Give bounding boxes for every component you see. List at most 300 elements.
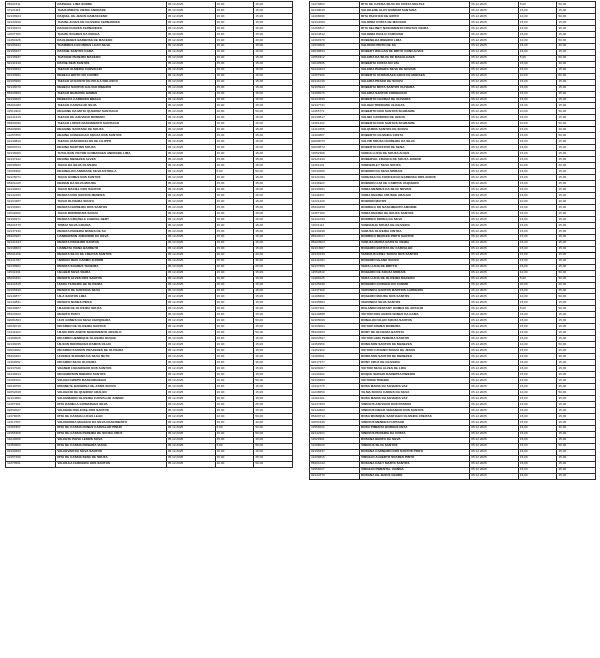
cell-v2: 30,00 — [557, 425, 596, 431]
cell-v1: 15,00 — [518, 473, 557, 479]
cell-v2: 15,00 — [557, 7, 596, 13]
cell-v1: 15,00 — [518, 258, 557, 264]
cell-v2: 15,00 — [254, 366, 293, 372]
cell-name: TIAGO OLIVEIRA SOUZA — [56, 198, 167, 204]
cell-name: THIAGO AUGUSTO DE PAULA NOLASCO — [56, 79, 167, 85]
cell-name: TOMAZ SILVA GOIANA — [56, 222, 167, 228]
cell-v2: 35,00 — [254, 258, 293, 264]
cell-v2: 50,00 — [254, 330, 293, 336]
cell-date: 05.12.2025 — [470, 222, 519, 228]
cell-id: 92142166 — [6, 193, 56, 199]
cell-v2: 15,00 — [557, 431, 596, 437]
roster-table-left-body — [6, 2, 293, 468]
cell-id: 92121815 — [6, 282, 56, 288]
cell-date: 05.12.2025 — [166, 324, 215, 330]
cell-date: 05.12.2025 — [470, 384, 519, 390]
cell-v1: 15,00 — [215, 55, 254, 61]
cell-id: 85200461 — [6, 354, 56, 360]
cell-date: 05.12.2025 — [166, 443, 215, 449]
cell-name: RITA DE CASSIA NUNES CARVALHO PINHO — [56, 425, 167, 431]
cell-date: 05.12.2025 — [166, 431, 215, 437]
cell-date: 05.12.2025 — [470, 157, 519, 163]
cell-v2: 15,00 — [254, 163, 293, 169]
cell-date: 05.12.2025 — [166, 67, 215, 73]
cell-v2: 15,00 — [557, 97, 596, 103]
cell-date: 05.12.2025 — [470, 169, 519, 175]
cell-id: 92105099 — [310, 318, 360, 324]
cell-name: THIAGO LOPES NASCIMENTO SANTIAGO — [56, 121, 167, 127]
cell-v1: 5,00 — [215, 425, 254, 431]
cell-v2: 15,00 — [557, 449, 596, 455]
cell-v1: 15,00 — [215, 449, 254, 455]
cell-id: 92048759 — [6, 384, 56, 390]
cell-name: ROGERIO MOURA DOS SANTOS — [360, 294, 470, 300]
cell-v1: 15,00 — [215, 270, 254, 276]
cell-id: 11510320 — [6, 109, 56, 115]
cell-date: 05.12.2025 — [470, 91, 519, 97]
cell-v2: 15,00 — [254, 2, 293, 8]
cell-v1: 10,00 — [518, 342, 557, 348]
cell-id: 92104812 — [310, 31, 360, 37]
cell-v1: 5,00 — [518, 2, 557, 8]
cell-date: 05.12.2025 — [166, 187, 215, 193]
cell-name: RONALDO FILHO SOUZA SANTOS — [360, 318, 470, 324]
cell-v1: 15,00 — [215, 121, 254, 127]
cell-date: 05.12.2025 — [470, 330, 519, 336]
cell-date: 05.12.2025 — [470, 79, 519, 85]
cell-name: REBECA BRITO DO CARMO — [56, 73, 167, 79]
cell-v1: 15,00 — [518, 348, 557, 354]
cell-name: UANDERSON JURANDIR DA SILVA — [56, 234, 167, 240]
cell-id: 92125338 — [310, 282, 360, 288]
cell-v2: 15,00 — [557, 401, 596, 407]
cell-name: ROLANDO RESTANY GOMES DE ARAUJO — [360, 306, 470, 312]
cell-v1: 10,00 — [518, 389, 557, 395]
cell-v1: 15,00 — [215, 97, 254, 103]
cell-name: VALDEMARIO OLIVEIRA CARVALHO JUNIOR — [56, 395, 167, 401]
cell-name: RAQUEL DE JESUS DAMASCENO — [56, 13, 167, 19]
cell-v1: 15,00 — [215, 419, 254, 425]
cell-date: 05.12.2025 — [166, 318, 215, 324]
cell-v2: 15,00 — [557, 336, 596, 342]
cell-name: THIAGO CARVALHO SILVA — [56, 103, 167, 109]
cell-name: UELBER SILVA VIEIRA — [56, 270, 167, 276]
cell-name: RONILSON SANTOS DE MENEZES — [360, 354, 470, 360]
cell-v1: 15,00 — [215, 288, 254, 294]
cell-name: RICHARDSON RIBEIRO SANTOS — [56, 372, 167, 378]
cell-v2: 45,00 — [254, 455, 293, 461]
cell-date: 05.12.2025 — [470, 234, 519, 240]
cell-v1: 15,00 — [518, 43, 557, 49]
cell-name: ROBSON LUIZ DE CAMPOS VAQUEIRO — [360, 181, 470, 187]
cell-v2: 15,00 — [254, 216, 293, 222]
cell-name: ROSA PIMENTA BORGES NETA — [360, 425, 470, 431]
cell-name: VANESSA DA CONCEICAO BARBOSA DOS ANJOS — [360, 175, 470, 181]
cell-date: 05.12.2025 — [166, 49, 215, 55]
cell-v1: 15,00 — [215, 294, 254, 300]
cell-v1: 15,00 — [518, 384, 557, 390]
cell-id: 11532060 — [6, 210, 56, 216]
cell-date: 05.12.2025 — [166, 354, 215, 360]
cell-id: 92048844 — [310, 49, 360, 55]
cell-name: VICTOR LUCIANO SOUZA DE JESUS — [360, 348, 470, 354]
cell-id: 11346457 — [310, 193, 360, 199]
cell-id: 92138603 — [6, 246, 56, 252]
cell-v1: 15,00 — [215, 306, 254, 312]
roster-table-right — [309, 1, 596, 480]
cell-id: 92141061 — [310, 258, 360, 264]
cell-name: VINICIUS PEREIRA DA COSTA — [360, 431, 470, 437]
cell-name: VINICIUS MENDES FURTADO — [360, 419, 470, 425]
cell-id: 85200458 — [310, 204, 360, 210]
cell-v1: 15,00 — [518, 336, 557, 342]
cell-v2: 15,00 — [254, 288, 293, 294]
cell-v1: 15,00 — [518, 407, 557, 413]
cell-id: 11238650 — [310, 389, 360, 395]
cell-v1: 10,00 — [518, 270, 557, 276]
cell-v1: 15,00 — [215, 222, 254, 228]
cell-date: 05.12.2025 — [166, 234, 215, 240]
cell-name: RENATA SOARES TEIXEIRA — [56, 264, 167, 270]
cell-date: 05.12.2025 — [166, 348, 215, 354]
cell-name: REGINA CONCEICAO SOUZA DOS SANTOS — [56, 133, 167, 139]
cell-date: 05.12.2025 — [470, 228, 519, 234]
cell-v2: 40,00 — [254, 419, 293, 425]
cell-v1: 15,00 — [215, 175, 254, 181]
cell-v2: 15,00 — [557, 79, 596, 85]
cell-v1: 10,00 — [215, 461, 254, 467]
cell-v1: 15,00 — [518, 318, 557, 324]
cell-id: 92104009 — [310, 19, 360, 25]
cell-date: 05.12.2025 — [166, 282, 215, 288]
cell-v2: 15,00 — [254, 389, 293, 395]
cell-v1: 15,00 — [215, 360, 254, 366]
cell-v2: 35,00 — [254, 360, 293, 366]
cell-v1: 15,00 — [518, 139, 557, 145]
cell-v2: 50,00 — [557, 270, 596, 276]
cell-date: 05.12.2025 — [166, 145, 215, 151]
cell-id: 11356369 — [6, 431, 56, 437]
cell-date: 05.12.2025 — [166, 163, 215, 169]
cell-name: REGIANE SANTANA DE SOUZA — [56, 127, 167, 133]
cell-date: 05.12.2025 — [166, 85, 215, 91]
cell-date: 05.12.2025 — [166, 175, 215, 181]
cell-name: ULISSES SURIANO DA SILVA NETO — [56, 354, 167, 360]
cell-date: 05.12.2025 — [166, 103, 215, 109]
cell-id: 92140877 — [6, 294, 56, 300]
cell-name: RONILSON SANTOS DE MENEZES — [360, 342, 470, 348]
cell-v2: 50,00 — [254, 109, 293, 115]
cell-v2: 15,00 — [254, 103, 293, 109]
cell-v2: 15,00 — [254, 270, 293, 276]
cell-v1: 10,00 — [518, 109, 557, 115]
cell-v2: 15,00 — [254, 61, 293, 67]
cell-name: THAIS MIRAYA VIEIRA ANDRADE — [56, 7, 167, 13]
cell-v2: 50,00 — [254, 461, 293, 467]
cell-v2: 15,00 — [557, 437, 596, 443]
cell-v1: 15,00 — [215, 43, 254, 49]
cell-v1: 5,00 — [518, 55, 557, 61]
cell-date: 05.12.2025 — [166, 270, 215, 276]
cell-name: UILSON RODRIGUES RAMOS FILHO — [56, 342, 167, 348]
cell-v2: 45,00 — [254, 210, 293, 216]
cell-id: 11457391 — [6, 401, 56, 407]
cell-v1: 15,00 — [215, 228, 254, 234]
cell-v1: 15,00 — [518, 151, 557, 157]
cell-date: 05.12.2025 — [470, 43, 519, 49]
cell-date: 05.12.2025 — [166, 2, 215, 8]
cell-name: RAUAN CHAVES FERNANDES — [56, 25, 167, 31]
cell-v1: 15,00 — [215, 258, 254, 264]
cell-date: 05.12.2025 — [470, 49, 519, 55]
cell-name: RITA DE CASSIA SILVA DA COSTA MALTEZ — [360, 2, 470, 8]
cell-v2: 15,00 — [557, 210, 596, 216]
cell-id: 92140831 — [6, 300, 56, 306]
cell-date: 05.12.2025 — [470, 294, 519, 300]
cell-name: REGINALDO ANDRADE SILVA ESTRELA — [56, 169, 167, 175]
cell-name: REGINA MARTINS SOUZA — [56, 145, 167, 151]
cell-v1: 15,00 — [518, 19, 557, 25]
cell-v2: 15,00 — [557, 193, 596, 199]
cell-id: 92136070 — [6, 85, 56, 91]
cell-v1: 15,00 — [518, 437, 557, 443]
cell-v2: 50,00 — [557, 37, 596, 43]
cell-id: 92109462 — [6, 449, 56, 455]
cell-date: 05.12.2025 — [470, 115, 519, 121]
cell-v2: 35,00 — [557, 91, 596, 97]
cell-id: 92008079 — [310, 139, 360, 145]
cell-v1: 15,00 — [518, 228, 557, 234]
cell-id: 85201169 — [6, 252, 56, 258]
cell-id: 11529361 — [310, 437, 360, 443]
cell-name: RITA SELINEY NASCIMENTO FREITAS VIEIRA — [360, 25, 470, 31]
cell-date: 05.12.2025 — [166, 198, 215, 204]
cell-date: 05.12.2025 — [470, 198, 519, 204]
cell-name: ROGERIO BATISTA DE CARVALHO — [360, 246, 470, 252]
cell-id: 92141310 — [6, 61, 56, 67]
cell-v2: 15,00 — [254, 342, 293, 348]
cell-name: VALDENORA MACEDO DA SILVA NASCIMENTO — [56, 419, 167, 425]
cell-id: 92121060 — [310, 175, 360, 181]
cell-name: VILMA SOUZA CAIRES DA SILVA — [360, 389, 470, 395]
cell-date: 05.12.2025 — [470, 7, 519, 13]
cell-name: THAISE ALVES DE OLIVEIRA FERNANDES — [56, 19, 167, 25]
cell-id: 11643099 — [6, 437, 56, 443]
cell-date: 05.12.2025 — [470, 121, 519, 127]
cell-v2: 50,00 — [557, 389, 596, 395]
cell-v1: 15,00 — [215, 85, 254, 91]
cell-id: 11408099 — [310, 13, 360, 19]
cell-v1: 15,00 — [215, 348, 254, 354]
cell-date: 05.12.2025 — [470, 175, 519, 181]
cell-date: 05.12.2025 — [470, 252, 519, 258]
cell-v2: 50,00 — [557, 55, 596, 61]
cell-v2: 50,00 — [557, 121, 596, 127]
cell-id: 92048487 — [6, 306, 56, 312]
cell-v1: 15,00 — [518, 378, 557, 384]
cell-date: 05.12.2025 — [166, 73, 215, 79]
cell-id: 11537783 — [6, 31, 56, 37]
cell-name: TIAGO GOMES DOS SANTOS — [56, 175, 167, 181]
cell-name: ROBERTA GUIMARAES GOES DE MORAES — [360, 73, 470, 79]
cell-id: 85200967 — [6, 234, 56, 240]
cell-name: VALERIA PRADO DE SOUZA — [360, 79, 470, 85]
cell-v1: 15,00 — [215, 73, 254, 79]
cell-id: 92136634 — [6, 67, 56, 73]
cell-v1: 15,00 — [215, 31, 254, 37]
cell-date: 05.12.2025 — [470, 395, 519, 401]
cell-v2: 20,00 — [557, 282, 596, 288]
cell-date: 05.12.2025 — [166, 115, 215, 121]
cell-v1: 15,00 — [518, 175, 557, 181]
cell-name: RICARDO DE OLIVEIRA SANTOS — [56, 324, 167, 330]
cell-name: VIRGILIO ALBERTO SOARES PINTO — [360, 455, 470, 461]
cell-date: 05.12.2025 — [470, 193, 519, 199]
cell-id: 92104936 — [310, 97, 360, 103]
cell-name: VALDINEI PAULO CARDOSO — [360, 31, 470, 37]
cell-id: 11350604 — [6, 443, 56, 449]
cell-v1: 15,00 — [518, 61, 557, 67]
cell-name: VAGNER FIGUEIREDO DOS SANTOS — [56, 366, 167, 372]
cell-id: 11367361 — [310, 306, 360, 312]
cell-v1: 15,00 — [215, 216, 254, 222]
cell-id: 92105990 — [6, 79, 56, 85]
cell-name: RICARDO SILVA OLIVEIRA — [56, 360, 167, 366]
cell-v2: 15,00 — [254, 324, 293, 330]
cell-date: 05.12.2025 — [470, 324, 519, 330]
cell-id: 85200653 — [6, 91, 56, 97]
cell-name: RISONETE BARBOSA DE ASSIS SOUZA — [56, 384, 167, 390]
cell-v2: 15,00 — [254, 198, 293, 204]
cell-name: THAYANE PEREIRA MACEDO — [56, 55, 167, 61]
cell-v2: 15,00 — [557, 19, 596, 25]
cell-v1: 15,00 — [518, 204, 557, 210]
cell-id: 85201576 — [6, 222, 56, 228]
cell-v2: 15,00 — [557, 216, 596, 222]
cell-id: 11353950 — [310, 342, 360, 348]
cell-v2: 40,00 — [557, 198, 596, 204]
cell-id: 11531113 — [310, 222, 360, 228]
cell-v1: 20,00 — [215, 252, 254, 258]
cell-date: 05.12.2025 — [470, 31, 519, 37]
cell-name: VERA LUCIA DE OLIVEIRA MACEDO — [360, 276, 470, 282]
cell-id: 85200096 — [6, 127, 56, 133]
cell-v1: 15,00 — [215, 25, 254, 31]
cell-name: RENATO ALVES DOS SANTOS — [56, 276, 167, 282]
cell-v2: 15,00 — [557, 103, 596, 109]
cell-id: 11552840 — [310, 270, 360, 276]
cell-name: RENATO NUNES PIRES — [56, 300, 167, 306]
cell-v1: 15,00 — [215, 401, 254, 407]
cell-name: VANIA REGINA CRUSOE ARAUJO — [360, 193, 470, 199]
cell-name: VICTOR SILVA ALVES DE LIRA — [360, 366, 470, 372]
cell-id: 92140888 — [310, 312, 360, 318]
cell-v2: 30,00 — [557, 61, 596, 67]
cell-id: 92142476 — [310, 473, 360, 479]
cell-date: 05.12.2025 — [166, 7, 215, 13]
cell-v1: 15,00 — [215, 61, 254, 67]
cell-v2: 15,00 — [254, 31, 293, 37]
cell-v2: 50,00 — [254, 413, 293, 419]
cell-v1: 10,00 — [518, 294, 557, 300]
cell-v1: 15,00 — [518, 127, 557, 133]
cell-name: UBIRACI REIS CARMO JUNIOR — [56, 258, 167, 264]
cell-date: 05.12.2025 — [166, 121, 215, 127]
cell-v1: 15,00 — [518, 264, 557, 270]
cell-name: RAULDENES BARBOSA DE MACEDO — [56, 37, 167, 43]
cell-id: 85200017 — [310, 234, 360, 240]
cell-v2: 15,00 — [557, 312, 596, 318]
cell-v2: 15,00 — [254, 127, 293, 133]
cell-date: 05.12.2025 — [470, 336, 519, 342]
cell-v2: 15,00 — [254, 306, 293, 312]
table-row — [310, 473, 596, 479]
cell-date: 05.12.2025 — [166, 389, 215, 395]
cell-date: 05.12.2025 — [470, 127, 519, 133]
cell-date: 05.12.2025 — [470, 151, 519, 157]
cell-date: 05.12.2025 — [166, 258, 215, 264]
cell-v1: 15,00 — [215, 19, 254, 25]
cell-v1: 15,00 — [215, 49, 254, 55]
cell-date: 05.12.2025 — [166, 139, 215, 145]
cell-date: 05.12.2025 — [470, 413, 519, 419]
cell-v2: 15,00 — [254, 133, 293, 139]
cell-v2: 15,00 — [557, 407, 596, 413]
cell-v1: 20,00 — [215, 264, 254, 270]
cell-v2: 15,00 — [254, 115, 293, 121]
cell-date: 05.12.2025 — [166, 413, 215, 419]
right-table-column — [300, 0, 600, 658]
cell-date: 05.12.2025 — [470, 187, 519, 193]
cell-v2: 50,00 — [557, 306, 596, 312]
cell-name: VANDERLEY SILVA SOUZA — [360, 163, 470, 169]
cell-v1: 15,00 — [215, 366, 254, 372]
cell-id: 11363052 — [6, 360, 56, 366]
cell-date: 05.12.2025 — [470, 264, 519, 270]
cell-name: ROSA MARIA DA SILVEIRA VAZ — [360, 384, 470, 390]
cell-v1: 15,00 — [518, 300, 557, 306]
cell-v2: 15,00 — [254, 312, 293, 318]
cell-name: RENATA FERREIRA DOS SANTOS — [56, 204, 167, 210]
cell-id: 92142321 — [310, 431, 360, 437]
cell-date: 05.12.2025 — [166, 19, 215, 25]
cell-date: 05.12.2025 — [166, 210, 215, 216]
cell-date: 05.12.2025 — [166, 288, 215, 294]
cell-id: 92137453 — [310, 401, 360, 407]
cell-date: 05.12.2025 — [166, 384, 215, 390]
cell-date: 05.12.2025 — [470, 348, 519, 354]
cell-v2: 15,00 — [254, 204, 293, 210]
cell-id: 92081863 — [6, 318, 56, 324]
cell-id: 11530828 — [310, 43, 360, 49]
cell-v2: 15,00 — [557, 115, 596, 121]
cell-id: 92121910 — [310, 157, 360, 163]
cell-v1: 15,00 — [215, 312, 254, 318]
cell-v1: 15,00 — [215, 127, 254, 133]
cell-name: ROSANA DE JESUS CEDRO — [360, 473, 470, 479]
cell-v2: 15,00 — [557, 330, 596, 336]
cell-id: 85200491 — [6, 276, 56, 282]
cell-v2: 15,00 — [254, 449, 293, 455]
cell-v1: 15,00 — [518, 240, 557, 246]
cell-v1: 10,00 — [518, 73, 557, 79]
cell-v2: 50,00 — [557, 276, 596, 282]
cell-v1: 15,00 — [215, 91, 254, 97]
cell-date: 05.12.2025 — [470, 300, 519, 306]
cell-date: 05.12.2025 — [166, 43, 215, 49]
cell-v1: 15,00 — [518, 25, 557, 31]
cell-name: VANUZA MARIA BATISTA VIEIRA — [360, 240, 470, 246]
